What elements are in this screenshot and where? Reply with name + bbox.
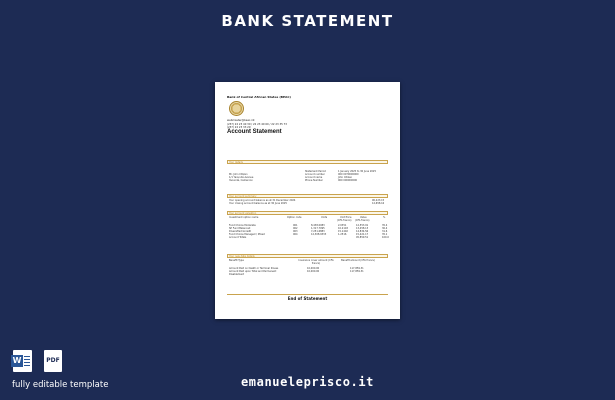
benefit-cell: 117,859.31 — [350, 267, 364, 270]
format-icons — [13, 350, 65, 372]
document-title: Account Statement — [227, 129, 282, 135]
section-new-data-details: Your new data details — [227, 254, 388, 258]
valuation-subheader: (CFA francs) — [355, 219, 370, 222]
benefit-header: Benefit Type — [229, 259, 244, 262]
valuation-header: Investment option name — [229, 216, 259, 219]
contact-phones: (237) 22 23 40 30 / 22 23 40 60 / 22 23 35 73 — [227, 122, 287, 126]
valuation-cell: 30.4 — [382, 227, 388, 230]
meta-label: Account number — [305, 173, 325, 176]
pdf-file-icon: PDF — [44, 350, 62, 372]
valuation-cell: Account Totals — [229, 236, 247, 239]
statement-document — [215, 82, 400, 319]
valuation-header: Value — [360, 216, 367, 219]
banner-title: BANK STATEMENT — [221, 12, 394, 30]
bank-seal-logo — [229, 101, 244, 116]
valuation-cell: Fund Choice Moderate — [229, 224, 256, 227]
benefit-cell: Amount Paid upon Total and Permanent Disablement — [229, 270, 277, 276]
valuation-cell: 12,308.9333 — [311, 233, 327, 236]
valuation-cell: 7,251.6883 — [311, 230, 325, 233]
valuation-cell: 001 — [293, 224, 298, 227]
valuation-cell: Diversified Growth — [229, 230, 252, 233]
valuation-header: Unit Price — [340, 216, 352, 219]
valuation-table — [227, 216, 388, 252]
summary-label: Your opening account balance as at 31 December 2024 — [229, 199, 296, 202]
customer-address1: 1/1 Yaoundé Avenue — [229, 176, 254, 179]
valuation-cell: 2.0351 — [338, 224, 347, 227]
valuation-header: % — [383, 216, 386, 219]
contact-email: webmaster@beac.int — [227, 119, 255, 122]
summary-block — [227, 199, 388, 207]
section-account-valuation: Your account valuation — [227, 211, 388, 215]
word-letter: W — [12, 356, 22, 365]
valuation-cell: 004 — [293, 233, 298, 236]
valuation-cell: 1,317.7095 — [311, 227, 325, 230]
benefit-cell: 10,000.00 — [307, 267, 320, 270]
valuation-cell: 100.0 — [382, 236, 389, 239]
footer-rule — [227, 294, 388, 295]
website-link[interactable]: emanueleprisco.it — [240, 375, 375, 389]
section-account-summary: Your account summary — [227, 194, 388, 198]
summary-label: Your closing account balance as at 30 June 2025 — [229, 202, 287, 205]
meta-label: Phone Number — [305, 179, 323, 182]
section-your-details: Your details — [227, 160, 388, 164]
valuation-cell: 10.2118 — [338, 227, 348, 230]
end-of-statement: End of Statement — [287, 296, 328, 301]
valuation-cell: SP Fund Balanced — [229, 227, 251, 230]
valuation-cell: 45,859.51 — [356, 236, 369, 239]
valuation-subheader: (CFA francs) — [337, 219, 352, 222]
summary-value: 90,223.15 — [372, 199, 385, 202]
summary-value: 12,658.16 — [372, 202, 385, 205]
contact-fax: (237) 22 23 33 29 — [227, 126, 251, 130]
benefit-cell: 117,859.31 — [350, 270, 364, 273]
valuation-cell: 13,458.13 — [356, 227, 369, 230]
benefit-cell: Amount Paid on Death or Terminal Illness — [229, 267, 279, 270]
details-block — [227, 170, 388, 186]
valuation-cell: 35.4 — [382, 224, 388, 227]
benefit-cell: 10,000.00 — [307, 270, 320, 273]
valuation-cell: 003 — [293, 230, 298, 233]
meta-value: 000 000000000 — [338, 179, 358, 182]
benefit-header: Insurance cover amount (CFA francs) — [298, 259, 334, 265]
valuation-header: Option code — [287, 216, 302, 219]
meta-value: 1 January 2025 to 30 June 2025 — [338, 170, 376, 173]
valuation-cell: 1.2516 — [338, 233, 347, 236]
customer-address2: Yaoundé, Cameroon — [229, 179, 253, 182]
valuation-cell: 35.1 — [382, 233, 388, 236]
benefit-table — [227, 259, 388, 289]
meta-label: Account name — [305, 176, 323, 179]
valuation-cell: 8,438.0083 — [311, 224, 325, 227]
word-file-icon — [13, 350, 32, 372]
meta-label: Statement Period — [305, 170, 326, 173]
valuation-cell: 12,553.91 — [356, 224, 369, 227]
valuation-cell: 15,421.17 — [356, 233, 369, 236]
customer-name: Mr. John Citizen — [229, 173, 248, 176]
word-lines-icon — [24, 356, 30, 366]
benefit-header: Benefit amount (CFA francs) — [341, 259, 375, 262]
valuation-cell: Fund Choice Managed / Mixed — [229, 233, 265, 236]
valuation-cell: 15.1402 — [338, 230, 348, 233]
meta-value: John Citizen — [338, 176, 353, 179]
bank-name: Bank of Central African States (BEAC) — [227, 95, 291, 99]
valuation-cell: 14,834.56 — [356, 230, 369, 233]
meta-value: 000 0070000000 — [338, 173, 359, 176]
valuation-cell: 31.6 — [382, 230, 388, 233]
valuation-header: Units — [321, 216, 328, 219]
valuation-cell: 002 — [293, 227, 298, 230]
template-caption: fully editable template — [12, 380, 109, 390]
